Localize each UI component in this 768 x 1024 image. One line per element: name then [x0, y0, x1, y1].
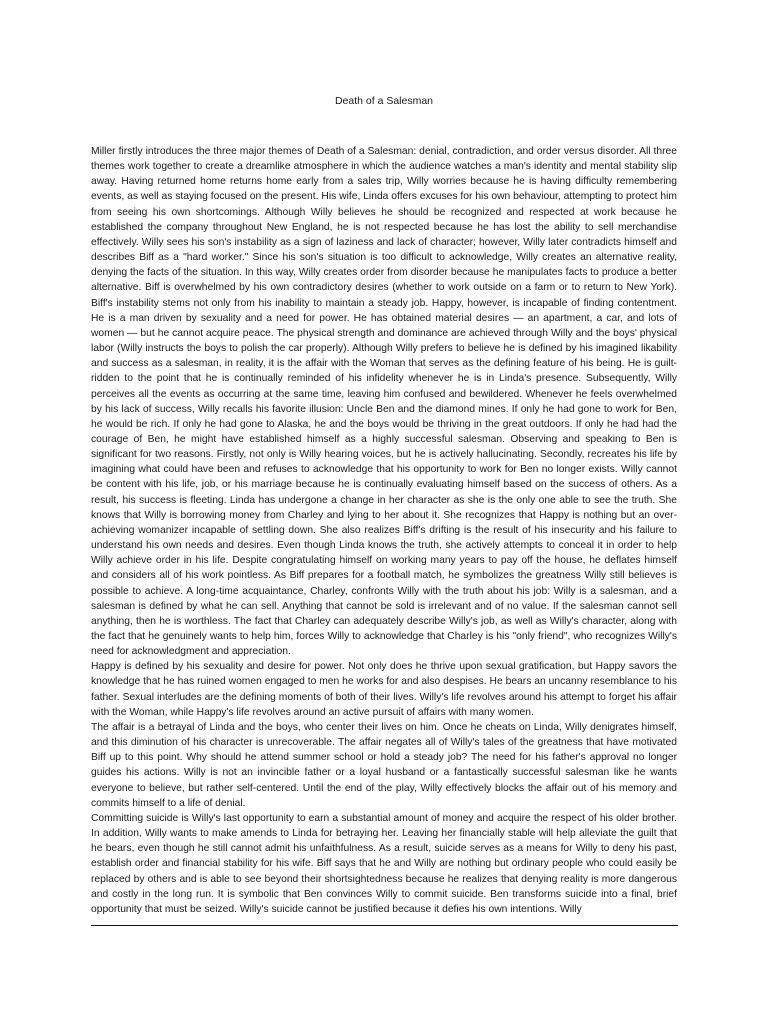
- paragraph-suicide: Committing suicide is Willy's last opportunity to earn a substantial amount of money and acquire the respect of his older brother. In addition, Willy wants to make amends to Linda for betraying her. Leaving her financially stable will help alleviate the guilt that he bears, even though he still cannot admit his unfaithfulness. As a result, suicide serves as a means for Willy to deny his past, establish order and financial stability for his wife. Biff says that he and Willy are nothing but ordinary people who could easily be replaced by others and is able to see beyond their shortsightedness because he realizes that denying reality is more dangerous and costly in the long run. It is symbolic that Ben convinces Willy to commit suicide. Ben transforms suicide into a final, brief opportunity that must be seized. Willy's suicide cannot be justified because it defies his own intentions. Willy: [91, 812, 677, 915]
- paragraph-happy: Happy is defined by his sexuality and desire for power. Not only does he thrive upon sexual gratification, but Happy savors the knowledge that he has ruined women engaged to men he works for and also despises. He bears an uncanny resemblance to his father. Sexual interludes are the defining moments of both of their lives. Willy's life revolves around his attempt to forget his affair with the Woman, while Happy's life revolves around an active pursuit of affairs with many women.: [91, 661, 677, 718]
- document-title: Death of a Salesman: [334, 95, 434, 107]
- bottom-rule: [91, 925, 678, 926]
- paragraph-affair: The affair is a betrayal of Linda and the boys, who center their lives on him. Once he cheats on Linda, Willy denigrates himself, and this diminution of his character is unrecoverable. The affair negates all of Willy's tales of the greatness that have motivated Biff up to this point. Why should he attend summer school or hold a steady job? The need for his father's approval no longer guides his actions. Willy is not an invincible father or a loyal husband or a fantastically successful salesman like he wants everyone to believe, but rather self-centered. Until the end of the play, Willy effectively blocks the affair out of his memory and commits himself to a life of denial.: [91, 721, 677, 809]
- paragraph-themes: Miller firstly introduces the three major themes of Death of a Salesman: denial, contradiction, and order versus disorder. All three themes work together to create a dreamlike atmosphere in which the audience watches a man's identity and mental stability slip away. Having returned home returns home early from a sales trip, Willy worries because he is having difficulty remembering events, as well as staying focused on the present. His wife, Linda offers excuses for his own behaviour, attempting to protect him from seeing his own shortcomings. Although Willy believes he should be recognized and respected at work because he established the company throughout New England, he is not respected because he has lost the ability to sell merchandise effectively. Willy sees his son's instability as a sign of laziness and lack of character; however, Willy later contradicts himself and describes Biff as a "hard worker." Since his son's situation is too difficult to acknowledge, Willy creates an alternative reality, denying the facts of the situation. In this way, Willy creates order from disorder because he manipulates facts to produce a better alternative. Biff is overwhelmed by his own contradictory desires (whether to work outside on a farm or to return to New York). Biff's instability stems not only from his inability to maintain a steady job. Happy, however, is incapable of finding contentment. He is a man driven by sexuality and a need for power. He has obtained material desires — an apartment, a car, and lots of women — but he cannot acquire peace. The physical strength and dominance are achieved through Willy and the boys' physical labor (Willy instructs the boys to polish the car properly). Although Willy prefers to believe he is defined by his imagined likability and success as a salesman, in reality, it is the affair with the Woman that serves as the defining feature of his being. He is guilt-ridden to the point that he is continually reminded of his infidelity whenever he is in Linda's presence. Subsequently, Willy perceives all the events as occurring at the same time, leaving him confused and bewildered. Whenever he feels overwhelmed by his lack of success, Willy recalls his favorite illusion: Uncle Ben and the diamond mines. If only he had gone to work for Ben, he would be rich. If only he had gone to Alaska, he and the boys would be thriving in the great outdoors. If only he had had the courage of Ben, he might have established himself as a highly successful salesman. Observing and speaking to Ben is significant for two reasons. Firstly, not only is Willy hearing voices, but he is actively hallucinating. Secondly, recreates his life by imagining what could have been and refuses to acknowledge that his opportunity to work for Ben no longer exists. Willy cannot be content with his life, job, or his marriage because he is continually evaluating himself based on the success of others. As a result, his success is fleeting. Linda has undergone a change in her character as she is the only one able to see the truth. She knows that Willy is borrowing money from Charley and lying to her about it. She recognizes that Happy is nothing but an over-achieving womanizer incapable of settling down. She also realizes Biff's drifting is the result of his insecurity and his failure to understand his own needs and desires. Even though Linda knows the truth, she actively attempts to conceal it in order to help Willy achieve order in his life. Despite congratulating himself on working many years to pay off the house, he deflates himself and considers all of his work pointless. As Biff prepares for a football match, he symbolizes the greatness Willy still believes is possible to achieve. A long-time acquaintance, Charley, confronts Willy with the truth about his job: Willy is a salesman, and a salesman is defined by what he can sell. Anything that cannot be sold is irrelevant and of no value. If the salesman cannot sell anything, then he is worthless. The fact that Charley can adequately describe Willy's job, as well as Willy's character, along with the fact that he genuinely wants to help him, forces Willy to acknowledge that Charley is his "only friend", who recognizes Willy's need for acknowledgment and appreciation.: [91, 146, 677, 658]
- document-body: [91, 144, 677, 917]
